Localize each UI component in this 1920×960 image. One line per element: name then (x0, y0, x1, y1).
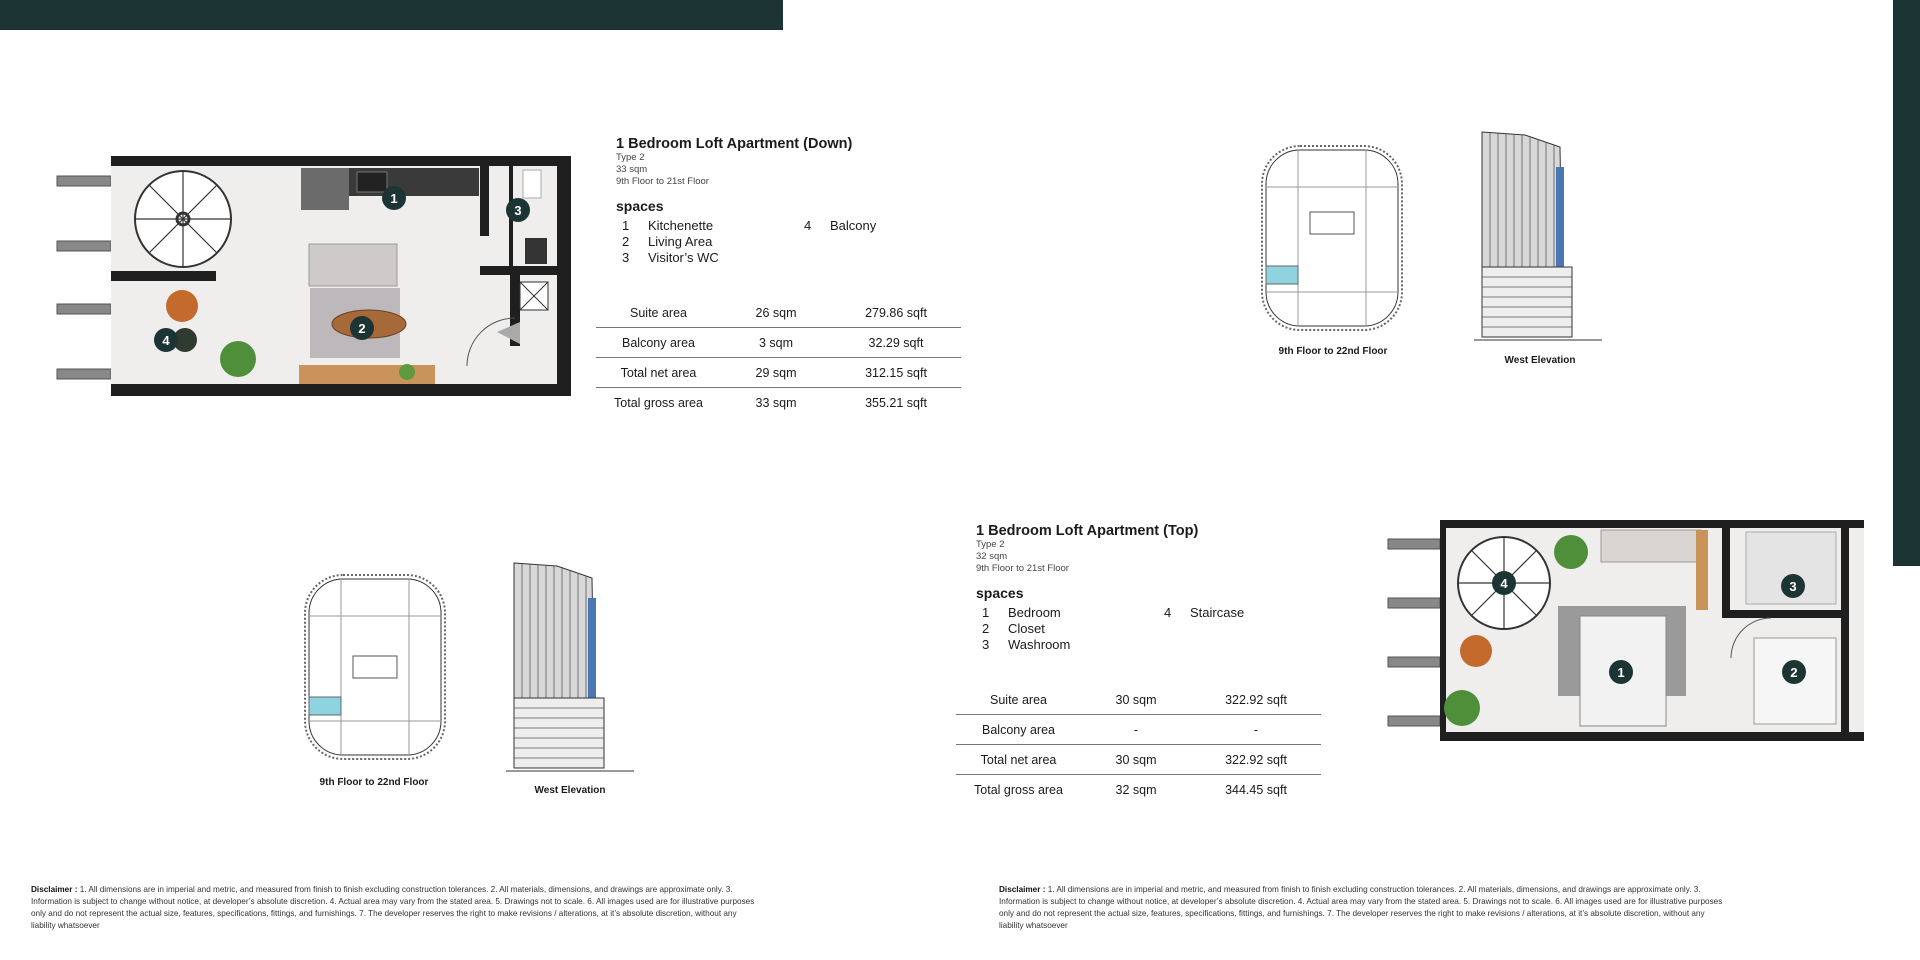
plan-marker (1609, 660, 1633, 684)
spaces-heading: spaces (616, 198, 664, 214)
spaces-heading: spaces (976, 585, 1024, 601)
top-accent-bar (0, 0, 783, 30)
space-item: 1 Bedroom (982, 605, 1061, 620)
wall (111, 384, 571, 396)
lounge-chair (166, 290, 198, 322)
shelf (1696, 530, 1708, 610)
spaces-list (976, 605, 1336, 653)
plant (1444, 690, 1480, 726)
disclaimer-label: Disclaimer : (999, 885, 1046, 894)
wall (480, 166, 489, 236)
floor-plan-top (1386, 518, 1866, 743)
railing (1388, 716, 1440, 726)
plan-marker (506, 198, 530, 222)
wash-basin (525, 238, 547, 264)
unit-size: 32 sqm (976, 551, 1008, 562)
svg-text:1: 1 (390, 191, 398, 206)
svg-text:4: 4 (162, 333, 170, 348)
unit-floors: 9th Floor to 21st Floor (616, 176, 709, 187)
disclaimer-text: 1. All dimensions are in imperial and metric, and measured from finish to finish excluding construction tolerances. 2. All materials, dimensions, and drawings are approximate only. 3. Information is subject to change without notice, at developer’s absolute discretion. 4. Actual area may vary from the stated area. 5. Drawings not to scale. 6. All images used are for illustrative purposes only and do not represent the actual size, features, specifications, fittings, and furnishings. 7. The developer reserves the right to make revisions / alterations, at it’s absolute discretion, without any liability whatsoever (31, 885, 755, 930)
stair-treads (135, 171, 231, 267)
railing (57, 369, 111, 379)
railing (1388, 657, 1440, 667)
space-item: 2 Living Area (622, 234, 713, 249)
wall (1440, 732, 1864, 741)
disclaimer-label: Disclaimer : (31, 885, 78, 894)
unit-info-down (616, 136, 976, 266)
wall (111, 156, 571, 166)
elevation-caption: West Elevation (534, 785, 606, 796)
plan-marker (1492, 571, 1516, 595)
wall (111, 271, 216, 281)
desk (1601, 530, 1701, 562)
fridge (301, 168, 349, 210)
space-item: 1 Kitchenette (622, 218, 714, 233)
plan-marker (154, 328, 178, 352)
svg-text:2: 2 (1790, 665, 1798, 680)
disclaimer-left (31, 884, 759, 932)
west-elevation-top (1470, 127, 1610, 347)
unit-size: 33 sqm (616, 164, 648, 175)
space-item: 4 Staircase (1164, 605, 1245, 620)
svg-text:2: 2 (358, 321, 366, 336)
area-table-down (596, 298, 961, 417)
railing (57, 241, 111, 251)
key-plan-top (1258, 142, 1408, 332)
toilet (523, 170, 541, 198)
plant (399, 364, 415, 380)
table-row: Balcony area - - (956, 715, 1321, 745)
disclaimer-right (999, 884, 1727, 932)
plant (220, 341, 256, 377)
wall (1722, 528, 1730, 618)
key-plan-bottom (301, 571, 451, 761)
svg-text:1: 1 (1617, 665, 1625, 680)
space-item: 3 Visitor’s WC (622, 250, 719, 265)
table-row: Total gross area 33 sqm 355.21 sqft (596, 388, 961, 418)
keyplan-caption: 9th Floor to 22nd Floor (1278, 346, 1388, 357)
space-item: 2 Closet (982, 621, 1045, 636)
unit-type: Type 2 (616, 152, 645, 163)
table-row: Total gross area 32 sqm 344.45 sqft (956, 775, 1321, 805)
plan-marker (1781, 574, 1805, 598)
railing (57, 176, 111, 186)
table-row: Suite area 30 sqm 322.92 sqft (990, 692, 1287, 707)
right-accent-bar (1893, 0, 1920, 566)
lounge-chair (1460, 635, 1492, 667)
sofa (309, 244, 397, 286)
floor-plan-down (55, 154, 575, 399)
unit-info-top (976, 523, 1336, 653)
table-row: Balcony area 3 sqm 32.29 sqft (596, 328, 961, 358)
space-item: 3 Washroom (982, 637, 1071, 652)
railing (57, 304, 111, 314)
svg-text:4: 4 (1500, 576, 1508, 591)
plan-marker (382, 186, 406, 210)
plan-marker (350, 316, 374, 340)
keyplan-caption: 9th Floor to 22nd Floor (319, 777, 429, 788)
highlighted-unit (1266, 266, 1298, 284)
elevation-caption: West Elevation (1504, 355, 1576, 366)
plant (1554, 535, 1588, 569)
spaces-list (616, 218, 976, 266)
unit-title: 1 Bedroom Loft Apartment (Top) (976, 523, 1199, 539)
table-row: Suite area 26 sqm 279.86 sqft (630, 305, 927, 320)
unit-type: Type 2 (976, 539, 1005, 550)
table-row: Total net area 29 sqm 312.15 sqft (596, 358, 961, 388)
west-elevation-bottom (502, 558, 642, 780)
highlighted-unit (309, 697, 341, 715)
tv-unit (299, 365, 435, 384)
wall (557, 156, 571, 396)
space-item: 4 Balcony (804, 218, 877, 233)
svg-text:3: 3 (1789, 579, 1797, 594)
railing (1388, 539, 1440, 549)
table-row: Total net area 30 sqm 322.92 sqft (956, 745, 1321, 775)
wall (1841, 520, 1849, 741)
unit-floors: 9th Floor to 21st Floor (976, 563, 1069, 574)
svg-text:3: 3 (514, 203, 522, 218)
railing (1388, 598, 1440, 608)
wall (1440, 520, 1864, 528)
area-table-top (956, 685, 1321, 804)
wall (1722, 610, 1849, 618)
plan-marker (1782, 660, 1806, 684)
unit-title: 1 Bedroom Loft Apartment (Down) (616, 136, 853, 152)
disclaimer-text: 1. All dimensions are in imperial and metric, and measured from finish to finish excluding construction tolerances. 2. All materials, dimensions, and drawings are approximate only. 3. Information is subject to change without notice, at developer’s absolute discretion. 4. Actual area may vary from the stated area. 5. Drawings not to scale. 6. All images used are for illustrative purposes only and do not represent the actual size, features, specifications, fittings, and furnishings. 7. The developer reserves the right to make revisions / alterations, at it’s absolute discretion, without any liability whatsoever (999, 885, 1723, 930)
cooktop (357, 172, 387, 192)
